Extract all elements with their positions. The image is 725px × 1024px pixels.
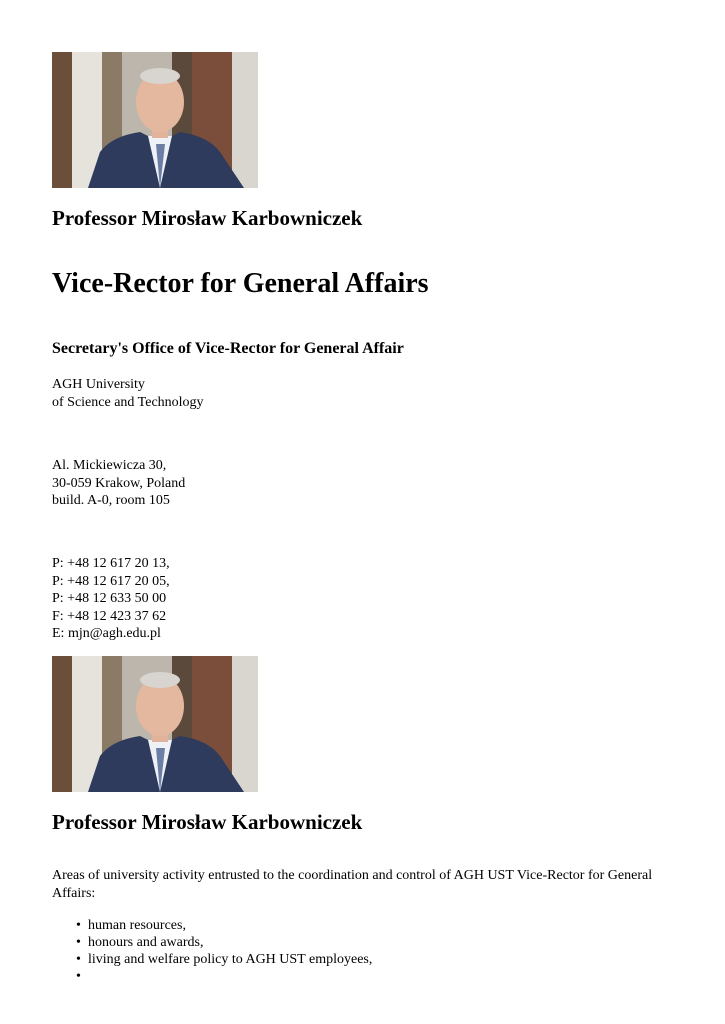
phone-line: P: +48 12 617 20 13,: [52, 556, 170, 571]
list-item: [52, 968, 372, 985]
duties-list: [52, 917, 372, 985]
list-item: • honours and awards,: [52, 934, 372, 951]
institution-block: [52, 376, 204, 411]
page-title: Vice-Rector for General Affairs: [52, 268, 429, 299]
person-name: Professor Mirosław Karbowniczek: [52, 810, 363, 834]
phone-line: P: +48 12 633 50 00: [52, 591, 167, 606]
list-item: • living and welfare policy to AGH UST employees,: [52, 951, 372, 968]
institution-line: of Science and Technology: [52, 394, 204, 410]
address-block: [52, 457, 185, 510]
portrait-photo: [52, 52, 258, 188]
address-line: Al. Mickiewicza 30,: [52, 458, 167, 473]
list-item: • human resources,: [52, 917, 372, 934]
address-line: build. A-0, room 105: [52, 493, 170, 508]
address-line: 30-059 Krakow, Poland: [52, 475, 186, 491]
portrait-photo: [52, 656, 258, 792]
office-heading: Secretary's Office of Vice-Rector for General Affair: [52, 340, 404, 357]
person-name: Professor Mirosław Karbowniczek: [52, 206, 363, 230]
email-line: E: mjn@agh.edu.pl: [52, 626, 161, 641]
duties-intro: Areas of university activity entrusted to the coordination and control of AGH UST Vice-Rector for General Affairs:: [52, 868, 653, 901]
contact-block: [52, 555, 170, 643]
fax-line: F: +48 12 423 37 62: [52, 608, 167, 624]
institution-line: AGH University: [52, 377, 145, 392]
phone-line: P: +48 12 617 20 05,: [52, 573, 170, 589]
